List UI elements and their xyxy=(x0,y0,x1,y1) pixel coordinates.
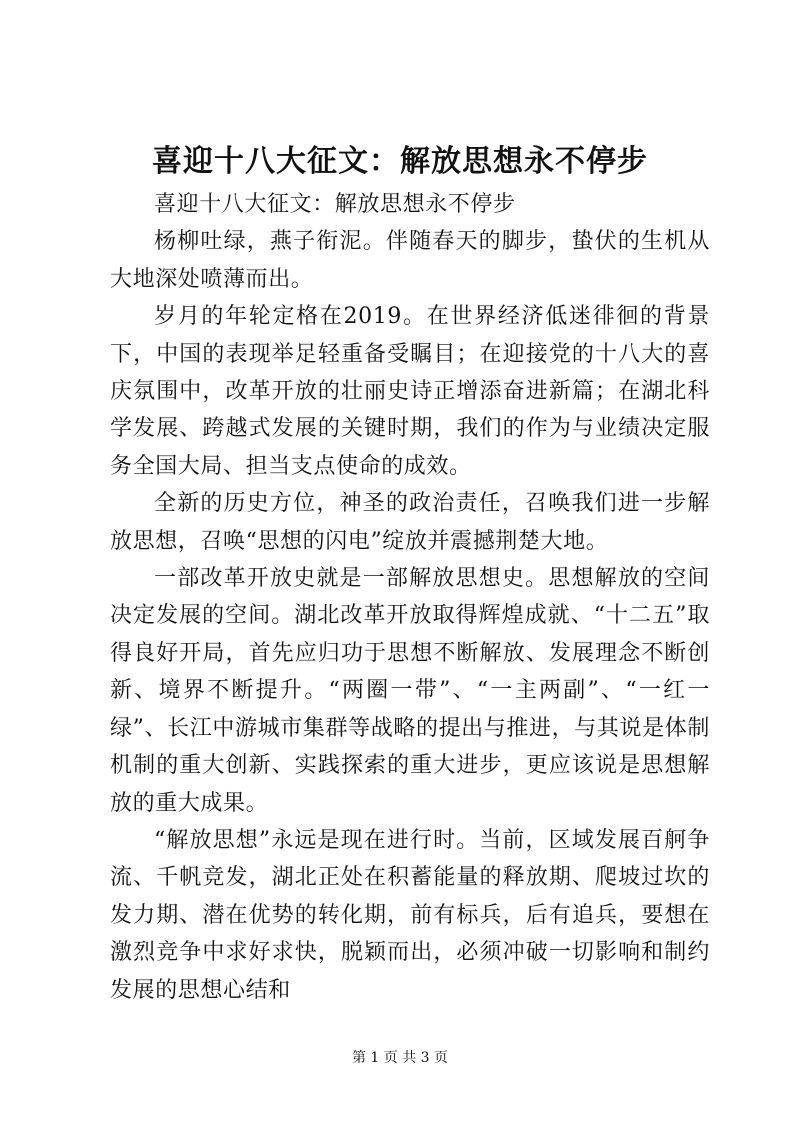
document-title: 喜迎十八大征文：解放思想永不停步 xyxy=(152,144,648,179)
paragraph: 全新的历史方位，神圣的政治责任，召唤我们进一步解放思想，召唤“思想的闪电”绽放并震撼荆楚大地。 xyxy=(110,491,710,554)
paragraph: “解放思想”永远是现在进行时。当前，区域发展百舸争流、千帆竞发，湖北正处在积蓄能量的释放期、爬坡过坎的发力期、潜在优势的转化期，前有标兵，后有追兵，要想在激烈竞争中求好求快，脱颖而出，必须冲破一切影响和制约发展的思想心结和 xyxy=(110,827,710,1003)
page-footer: 第 1 页 共 3 页 xyxy=(351,1050,449,1066)
document-body xyxy=(110,186,710,1009)
paragraph-subtitle: 喜迎十八大征文：解放思想永不停步 xyxy=(154,192,516,217)
paragraph: 杨柳吐绿，燕子衔泥。伴随春天的脚步，蛰伏的生机从大地深处喷薄而出。 xyxy=(110,229,710,292)
paragraph: 一部改革开放史就是一部解放思想史。思想解放的空间决定发展的空间。湖北改革开放取得辉煌成就、“十二五”取得良好开局，首先应归功于思想不断解放、发展理念不断创新、境界不断提升。“两圈一带”、“一主两副”、“一红一绿”、长江中游城市集群等战略的提出与推进，与其说是体制机制的重大创新、实践探索的重大进步，更应该说是思想解放的重大成果。 xyxy=(110,566,710,816)
paragraph: 岁月的年轮定格在2019。在世界经济低迷徘徊的背景下，中国的表现举足轻重备受瞩目；在迎接党的十八大的喜庆氛围中，改革开放的壮丽史诗正增添奋进新篇；在湖北科学发展、跨越式发展的关键时期，我们的作为与业绩决定服务全国大局、担当支点使命的成效。 xyxy=(110,304,710,479)
